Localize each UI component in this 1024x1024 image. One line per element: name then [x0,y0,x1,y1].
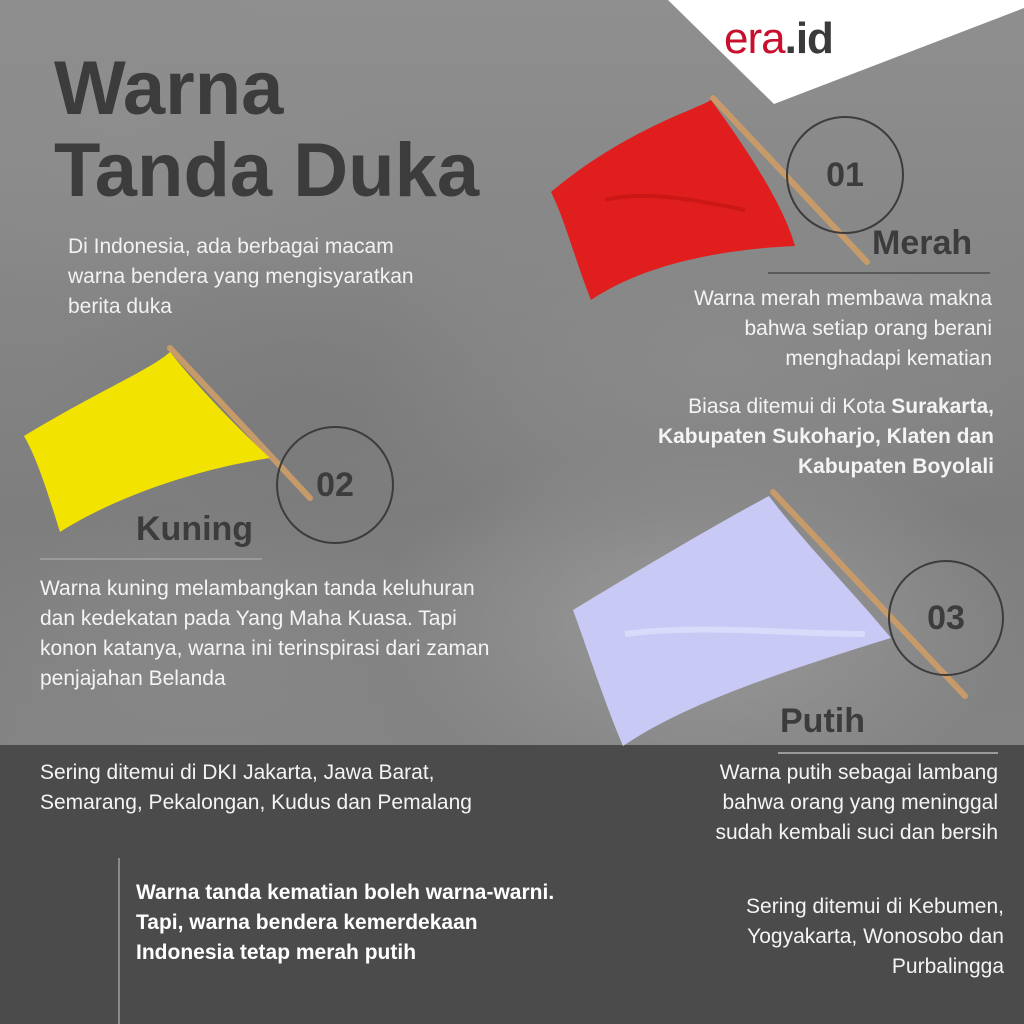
page-title [54,48,479,212]
merah-meaning: Warna merah membawa makna bahwa setiap orang berani menghadapi kematian [694,287,992,370]
logo-suffix: .id [784,14,833,63]
logo-main: era [724,14,785,63]
title-line-2: Tanda Duka [54,128,480,213]
putih-location: Sering ditemui di Kebumen, Yogyakarta, Wonosobo dan Purbalingga [746,895,1004,978]
merah-location-bold: Surakarta, Kabupaten Sukoharjo, Klaten dan Kabupaten Boyolali [657,395,994,478]
flag-number-03: 03 [888,560,1004,676]
flag-name-merah: Merah [872,224,973,262]
closing-note: Warna tanda kematian boleh warna-warni. Tapi, warna bendera kemerdekaan Indonesia tetap merah putih [136,881,555,964]
flag-number-01: 01 [786,116,904,234]
flag-name-putih: Putih [780,702,865,740]
flag-number-02: 02 [276,426,394,544]
kuning-divider [40,558,262,560]
flag-name-kuning: Kuning [136,510,254,548]
title-line-1: Warna [54,46,284,131]
intro-text: Di Indonesia, ada berbagai macam warna bendera yang mengisyaratkan berita duka [68,235,414,318]
kuning-location: Sering ditemui di DKI Jakarta, Jawa Barat, Semarang, Pekalongan, Kudus dan Pemalang [40,761,472,814]
putih-divider [778,752,998,754]
red-flag-cloth [551,100,795,300]
merah-location [600,392,994,482]
brand-logo[interactable] [724,14,833,64]
kuning-meaning: Warna kuning melambangkan tanda keluhuran dan kedekatan pada Yang Maha Kuasa. Tapi konon katanya, warna ini terinspirasi dari zaman penjajahan Belanda [40,577,490,690]
merah-location-prefix: Biasa ditemui di Kota [688,395,892,418]
yellow-flag-cloth [24,352,270,532]
putih-meaning: Warna putih sebagai lambang bahwa orang yang meninggal sudah kembali suci dan bersih [715,761,998,844]
merah-divider [768,272,990,274]
note-divider [118,858,120,1024]
